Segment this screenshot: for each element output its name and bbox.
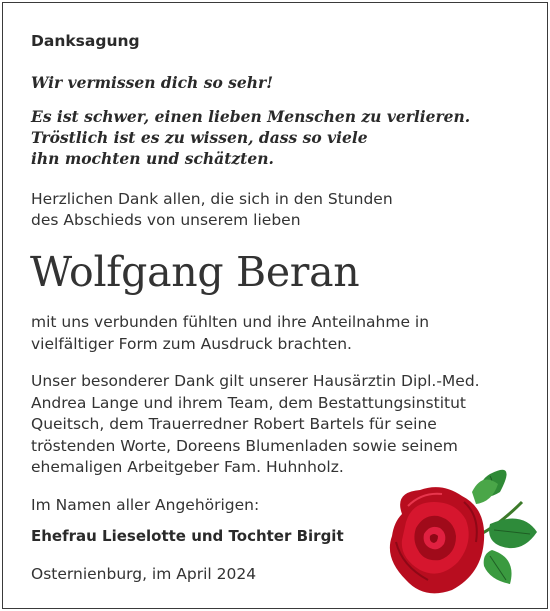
special-thanks-line-5: ehemaligen Arbeitgeber Fam. Huhnholz. — [31, 458, 344, 476]
family-signature: Ehefrau Lieselotte und Tochter Birgit — [31, 527, 344, 545]
red-rose-icon — [372, 462, 540, 602]
poem-line-2: Tröstlich ist es zu wissen, dass so viele — [31, 128, 368, 147]
special-thanks-line-2: Andrea Lange und ihrem Team, dem Bestattungsinstitut — [31, 394, 466, 412]
intro-line-2: des Abschieds von unserem lieben — [31, 211, 301, 229]
place-date: Osternienburg, im April 2024 — [31, 565, 257, 583]
poem-line-3: ihn mochten und schätzten. — [31, 149, 274, 168]
special-thanks-line-3: Queitsch, dem Trauerredner Robert Bartels für seine — [31, 415, 437, 433]
motto: Wir vermissen dich so sehr! — [31, 73, 274, 92]
deceased-name: Wolfgang Beran — [30, 248, 360, 296]
on-behalf-line: Im Namen aller Angehörigen: — [31, 496, 260, 514]
thanks-line-2: vielfältiger Form zum Ausdruck brachten. — [31, 335, 352, 353]
special-thanks-line-1: Unser besonderer Dank gilt unserer Hausärztin Dipl.-Med. — [31, 372, 480, 390]
notice-heading: Danksagung — [31, 32, 140, 50]
poem-line-1: Es ist schwer, einen lieben Menschen zu verlieren. — [31, 107, 471, 126]
intro-line-1: Herzlichen Dank allen, die sich in den Stunden — [31, 190, 393, 208]
thanks-line-1: mit uns verbunden fühlten und ihre Anteilnahme in — [31, 313, 430, 331]
special-thanks-line-4: tröstenden Worte, Doreens Blumenladen sowie seinem — [31, 437, 458, 455]
